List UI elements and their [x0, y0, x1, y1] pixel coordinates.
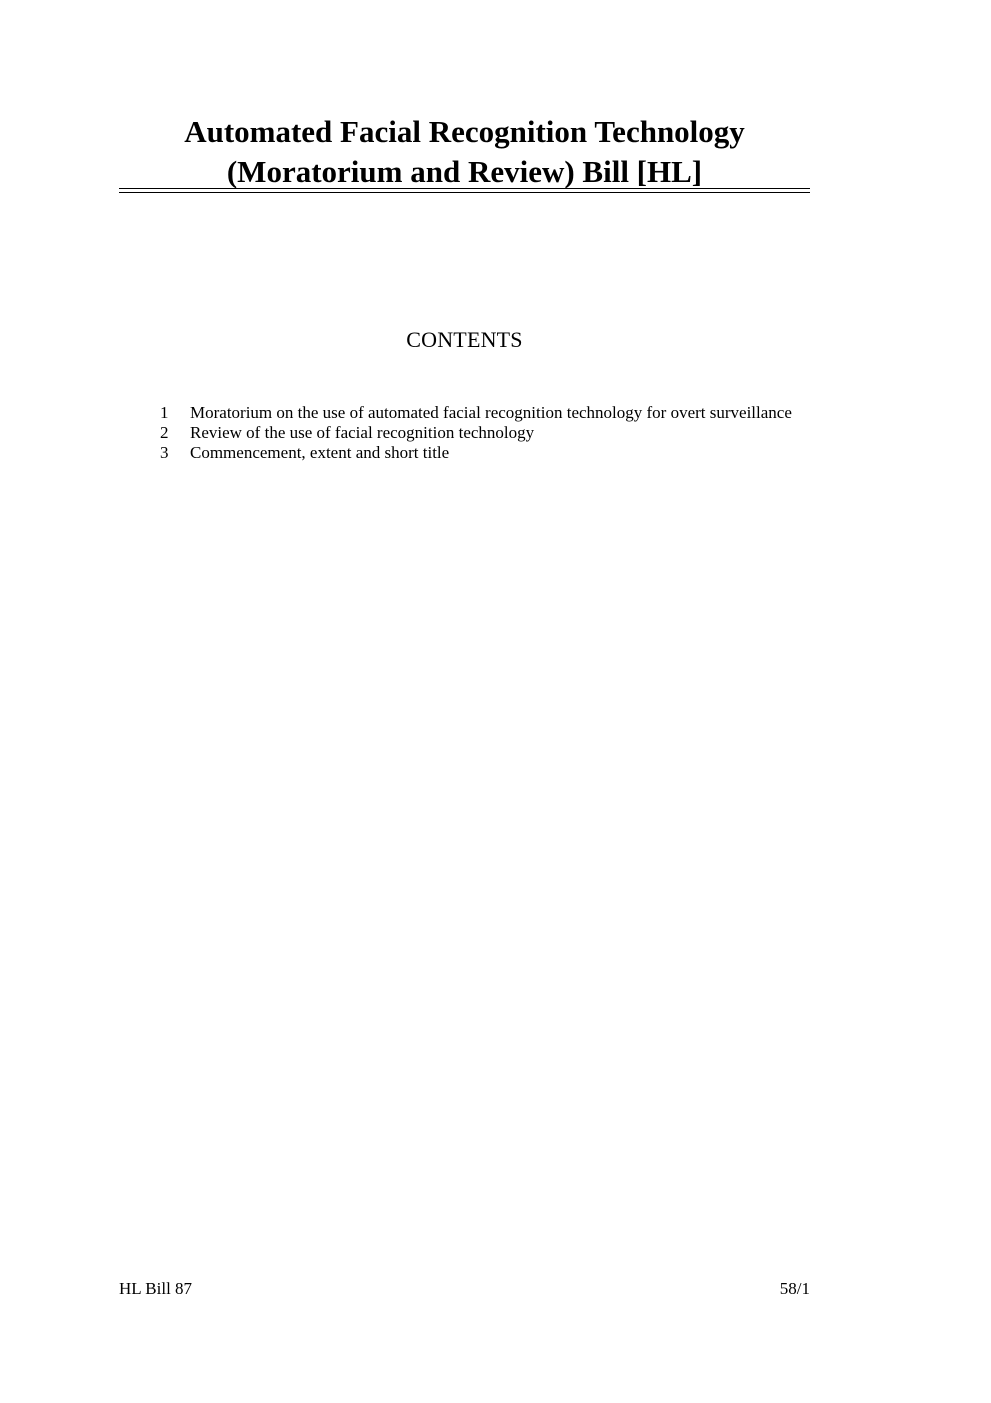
- table-of-contents: [119, 403, 810, 463]
- bill-title: [119, 112, 810, 192]
- title-double-rule: [119, 188, 810, 193]
- toc-entry-number: 1: [160, 403, 169, 422]
- toc-entry-number: 2: [160, 423, 169, 442]
- toc-entry-title: Review of the use of facial recognition technology: [190, 423, 535, 442]
- bill-title-line-2: (Moratorium and Review) Bill [HL]: [226, 154, 703, 189]
- toc-entry-3[interactable]: [119, 443, 810, 463]
- footer-print-reference: 58/1: [779, 1279, 810, 1298]
- bill-title-line-1: Automated Facial Recognition Technology: [184, 114, 745, 149]
- toc-entry-1[interactable]: [119, 403, 810, 423]
- toc-entry-title: Commencement, extent and short title: [190, 443, 450, 462]
- toc-entry-title: Moratorium on the use of automated facial recognition technology for overt surveillance: [190, 403, 792, 422]
- toc-entry-2[interactable]: [119, 423, 810, 443]
- toc-entry-number: 3: [160, 443, 169, 462]
- footer-bill-number: HL Bill 87: [119, 1279, 193, 1298]
- contents-heading: CONTENTS: [406, 327, 523, 352]
